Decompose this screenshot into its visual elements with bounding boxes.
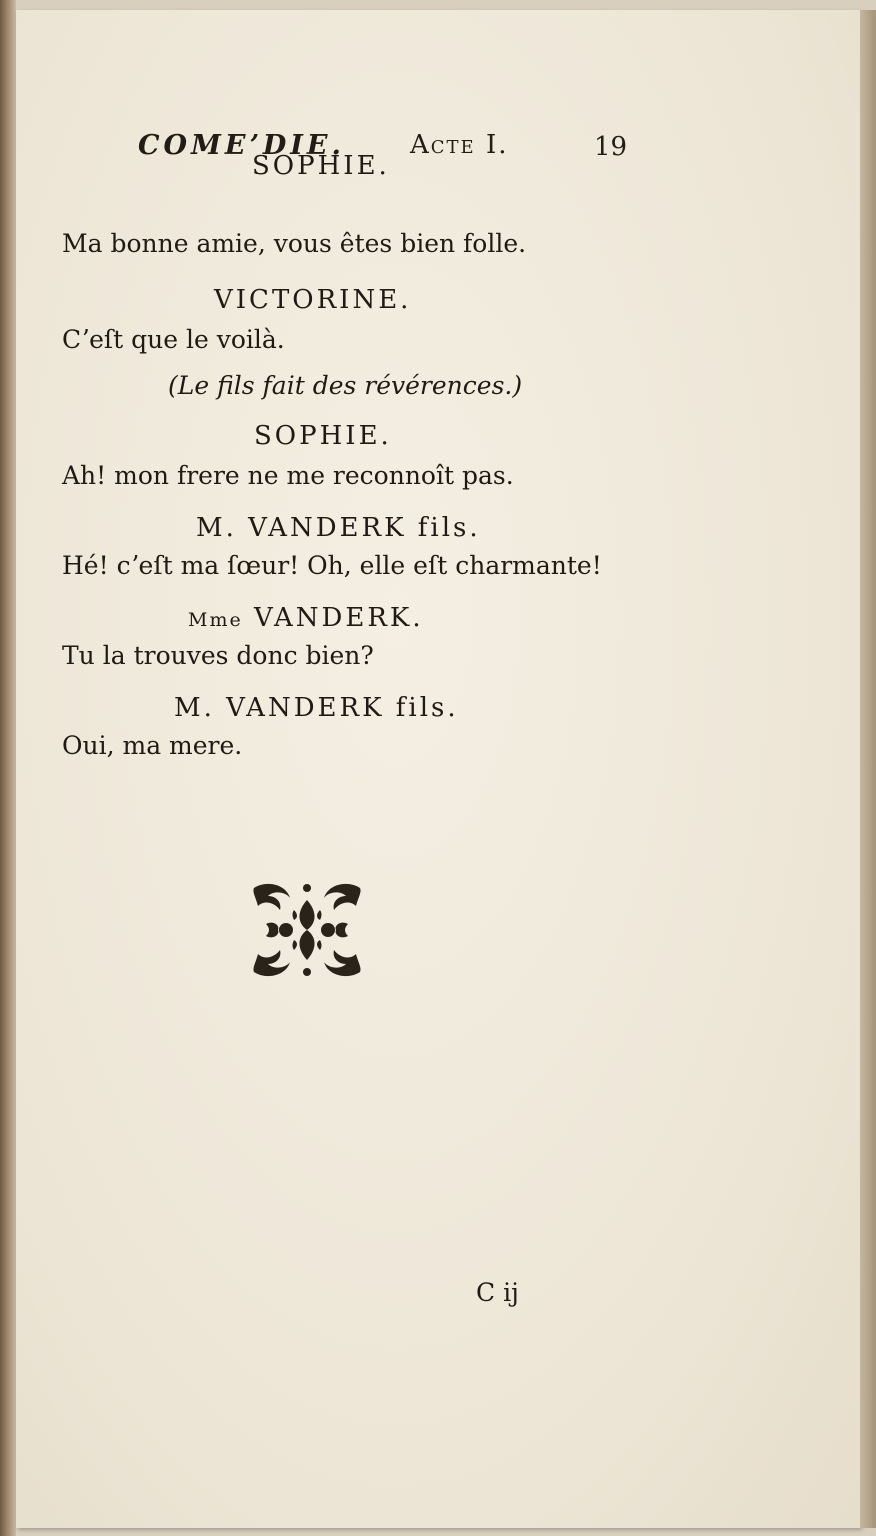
book-spine bbox=[0, 0, 16, 1536]
speaker-surname: VANDERK. bbox=[253, 603, 424, 633]
speech-line: Ma bonne amie, vous êtes bien folle. bbox=[62, 229, 527, 258]
running-title: COMEʼDIE. bbox=[138, 130, 345, 161]
speech-line: Oui, ma mere. bbox=[62, 731, 243, 760]
speaker-name: VICTORINE. bbox=[214, 285, 412, 315]
speaker-name: M. VANDERK fils. bbox=[196, 513, 481, 543]
speaker-name: M. VANDERK fils. bbox=[174, 693, 459, 723]
floral-fleuron-icon bbox=[246, 880, 368, 980]
speech-line: Cʼeſt que le voilà. bbox=[62, 325, 285, 354]
speech-line: Tu la trouves donc bien? bbox=[62, 641, 374, 670]
speaker-name bbox=[188, 602, 424, 636]
speech-line: Ah! mon frere ne me reconnoît pas. bbox=[62, 461, 514, 490]
speech-line: Hé! cʼeſt ma ſœur! Oh, elle eſt charmante! bbox=[62, 551, 602, 580]
stage-direction: (Le fils fait des révérences.) bbox=[168, 371, 523, 400]
speaker-name: SOPHIE. bbox=[252, 151, 390, 181]
signature-mark: C ij bbox=[476, 1278, 519, 1307]
page-number: 19 bbox=[594, 132, 628, 162]
speaker-name: SOPHIE. bbox=[254, 421, 392, 451]
title-prefix: Mme bbox=[188, 609, 243, 631]
page-edge bbox=[860, 10, 876, 1528]
act-number: Acte I. bbox=[410, 130, 509, 160]
